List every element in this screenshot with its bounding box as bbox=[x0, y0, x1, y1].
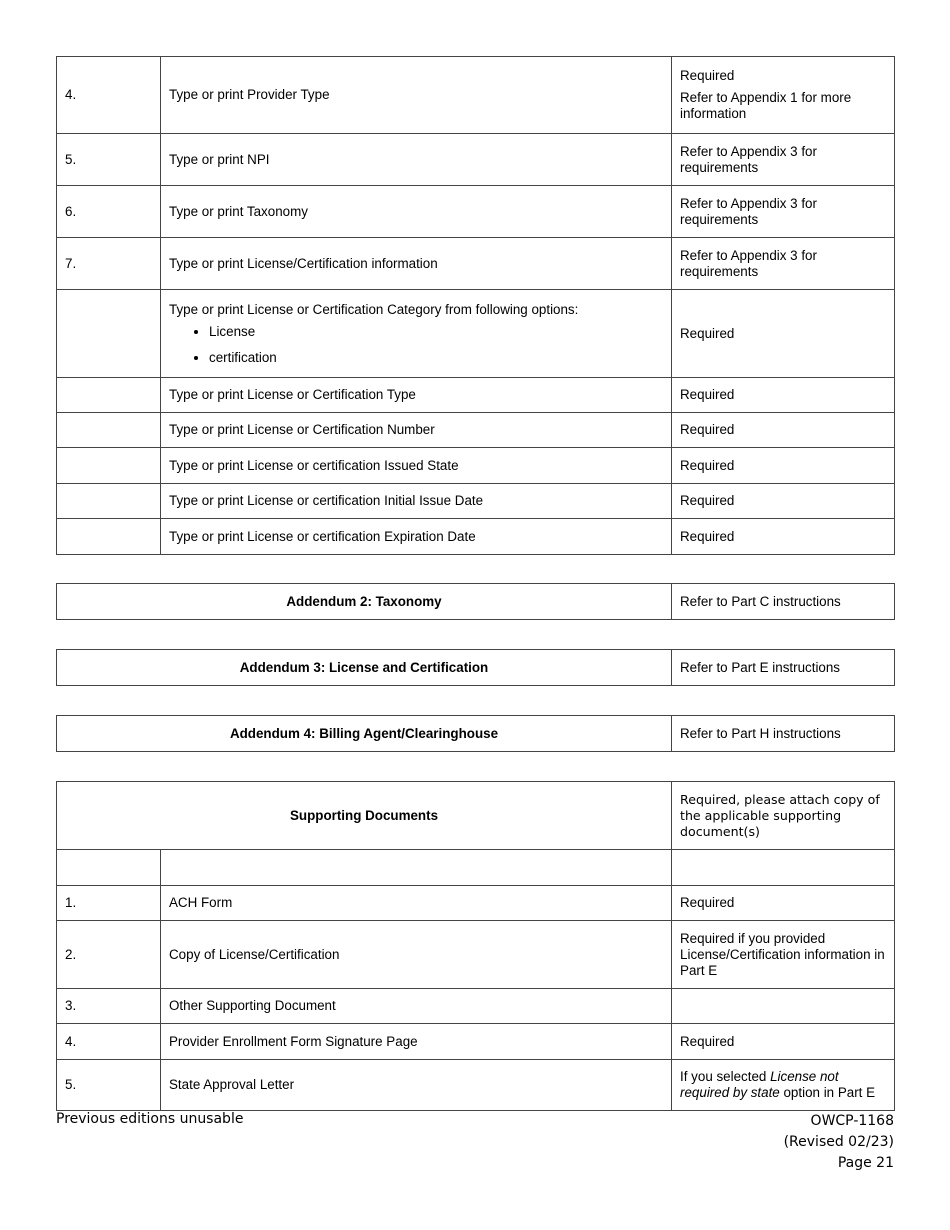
license-info-table bbox=[56, 56, 895, 555]
row-description: Type or print Provider Type bbox=[161, 57, 672, 134]
row-requirement: Required bbox=[672, 519, 895, 555]
row-requirement: Refer to Appendix 3 for requirements bbox=[672, 186, 895, 238]
row-description: ACH Form bbox=[161, 886, 672, 921]
row-number: 1. bbox=[57, 886, 161, 921]
row-description: Other Supporting Document bbox=[161, 989, 672, 1024]
table-row bbox=[57, 1060, 895, 1111]
row-requirement: Required bbox=[672, 484, 895, 519]
table-row bbox=[57, 921, 895, 989]
row-number bbox=[57, 290, 161, 378]
row-requirement: Required bbox=[672, 886, 895, 921]
table-row bbox=[57, 886, 895, 921]
table-row bbox=[57, 238, 895, 290]
row-number: 3. bbox=[57, 989, 161, 1024]
row-requirement: Required bbox=[672, 448, 895, 484]
row-number: 4. bbox=[57, 57, 161, 134]
requirement-italic: License not required by state bbox=[680, 1069, 839, 1100]
row-requirement: Required if you provided License/Certification information in Part E bbox=[672, 921, 895, 989]
requirement-text: Required bbox=[680, 68, 735, 83]
addendum-title: Addendum 4: Billing Agent/Clearinghouse bbox=[57, 716, 672, 752]
addendum-3-table bbox=[56, 649, 895, 686]
row-number: 7. bbox=[57, 238, 161, 290]
addendum-instruction: Refer to Part H instructions bbox=[672, 716, 895, 752]
row-description: Type or print License or Certification Number bbox=[161, 413, 672, 448]
row-description: Type or print Taxonomy bbox=[161, 186, 672, 238]
row-description: Type or print NPI bbox=[161, 134, 672, 186]
table-row bbox=[57, 448, 895, 484]
page-number: Page 21 bbox=[837, 1155, 894, 1171]
category-prompt: Type or print License or Certification Category from following options: bbox=[169, 301, 579, 317]
row-requirement: Required bbox=[672, 378, 895, 413]
row-number: 2. bbox=[57, 921, 161, 989]
row-description: Type or print License or certification Issued State bbox=[161, 448, 672, 484]
row-description bbox=[161, 290, 672, 378]
addendum-2-table bbox=[56, 583, 895, 620]
requirement-post: option in Part E bbox=[779, 1085, 876, 1100]
table-header-row bbox=[57, 782, 895, 850]
supporting-documents-table bbox=[56, 781, 895, 1111]
addendum-instruction: Refer to Part C instructions bbox=[672, 584, 895, 620]
addendum-instruction: Refer to Part E instructions bbox=[672, 650, 895, 686]
row-requirement: Required bbox=[672, 413, 895, 448]
row-description: State Approval Letter bbox=[161, 1060, 672, 1111]
option-license: • License bbox=[209, 324, 663, 340]
supporting-documents-title: Supporting Documents bbox=[57, 782, 672, 850]
row-requirement: Required bbox=[672, 1024, 895, 1060]
table-row bbox=[57, 290, 895, 378]
table-row bbox=[57, 519, 895, 555]
table-row bbox=[57, 989, 895, 1024]
footer-form-info bbox=[784, 1111, 894, 1174]
row-number: 5. bbox=[57, 1060, 161, 1111]
table-row bbox=[57, 413, 895, 448]
table-row bbox=[57, 484, 895, 519]
footer-editions-note: Previous editions unusable bbox=[56, 1111, 244, 1127]
row-requirement bbox=[672, 1060, 895, 1111]
row-number bbox=[57, 484, 161, 519]
revision-date: (Revised 02/23) bbox=[783, 1134, 894, 1150]
table-row bbox=[57, 186, 895, 238]
option-certification: • certification bbox=[209, 350, 663, 366]
requirement-pre: If you selected bbox=[680, 1069, 771, 1084]
row-requirement bbox=[672, 57, 895, 134]
row-description: Copy of License/Certification bbox=[161, 921, 672, 989]
table-row-empty bbox=[57, 850, 895, 886]
requirement-note: Refer to Appendix 1 for more information bbox=[680, 90, 852, 121]
row-requirement bbox=[672, 989, 895, 1024]
supporting-documents-note: Required, please attach copy of the applicable supporting document(s) bbox=[672, 782, 895, 850]
table-row bbox=[57, 378, 895, 413]
addendum-title: Addendum 3: License and Certification bbox=[57, 650, 672, 686]
row-number bbox=[57, 448, 161, 484]
row-number: 4. bbox=[57, 1024, 161, 1060]
row-description: Type or print License/Certification information bbox=[161, 238, 672, 290]
row-description: Type or print License or certification Initial Issue Date bbox=[161, 484, 672, 519]
table-row bbox=[57, 716, 895, 752]
table-row bbox=[57, 134, 895, 186]
form-number: OWCP-1168 bbox=[810, 1113, 894, 1129]
row-requirement: Required bbox=[672, 290, 895, 378]
row-number bbox=[57, 519, 161, 555]
table-row bbox=[57, 584, 895, 620]
table-row bbox=[57, 650, 895, 686]
addendum-4-table bbox=[56, 715, 895, 752]
table-row bbox=[57, 57, 895, 134]
row-description: Type or print License or Certification Type bbox=[161, 378, 672, 413]
table-row bbox=[57, 1024, 895, 1060]
category-options bbox=[169, 324, 663, 366]
row-number bbox=[57, 378, 161, 413]
row-number: 6. bbox=[57, 186, 161, 238]
row-requirement: Refer to Appendix 3 for requirements bbox=[672, 134, 895, 186]
row-number: 5. bbox=[57, 134, 161, 186]
row-description: Provider Enrollment Form Signature Page bbox=[161, 1024, 672, 1060]
row-description: Type or print License or certification Expiration Date bbox=[161, 519, 672, 555]
row-requirement: Refer to Appendix 3 for requirements bbox=[672, 238, 895, 290]
row-number bbox=[57, 413, 161, 448]
addendum-title: Addendum 2: Taxonomy bbox=[57, 584, 672, 620]
